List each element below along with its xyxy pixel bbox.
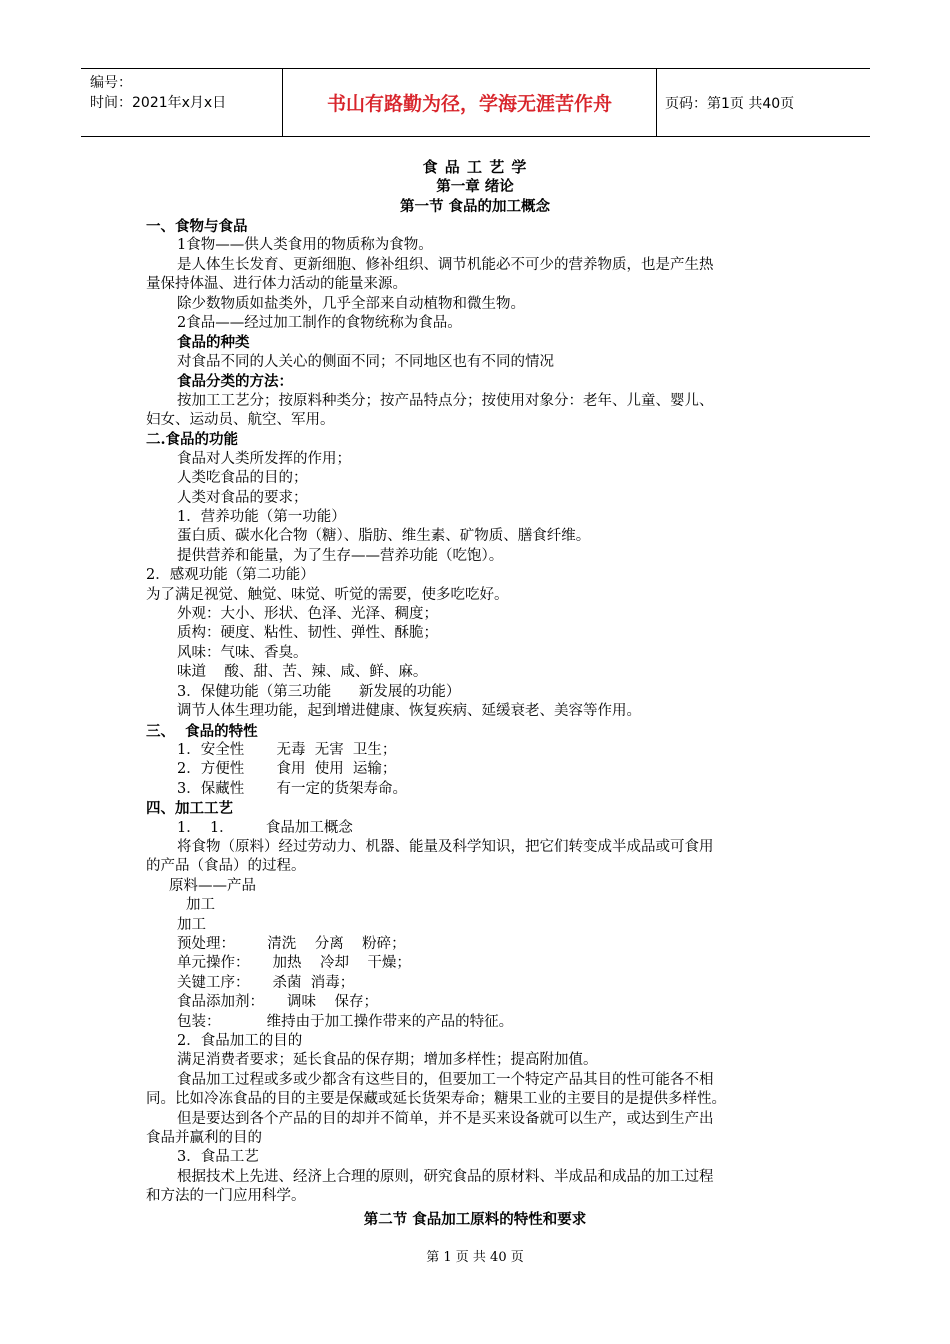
text-line: 3．食品工艺: [177, 1149, 259, 1165]
document-title: 食 品 工 艺 学: [422, 158, 528, 176]
text-line: 风味：气味、香臭。: [177, 645, 308, 661]
text-line: 但是要达到各个产品的目的却并不简单，并不是买来设备就可以生产，或达到生产出: [177, 1111, 714, 1127]
text-line: 质构：硬度、粘性、韧性、弹性、酥脆；: [177, 625, 438, 641]
text-line: 食品加工过程或多或少都含有这些目的，但要加工一个特定产品其目的性可能各不相: [177, 1072, 714, 1088]
text-line: 3．保藏性 有一定的货架寿命。: [177, 781, 407, 797]
section-heading: 第一节 食品的加工概念: [399, 198, 551, 215]
heading: 一、食物与食品: [146, 218, 248, 235]
text-line: 根据技术上先进、经济上合理的原则，研究食品的原材料、半成品和成品的加工过程: [177, 1169, 714, 1185]
heading: 三、 食品的特性: [146, 723, 258, 740]
text-line: 食品并赢利的目的: [146, 1130, 262, 1146]
text-line: 妇女、运动员、航空、军用。: [146, 412, 335, 428]
page-footer: 第 1 页 共 40 页: [426, 1250, 524, 1265]
text-line: 味道 酸、甜、苦、辣、咸、鲜、麻。: [177, 664, 428, 680]
heading: 二.食品的功能: [146, 431, 239, 448]
text-line: 包装： 维持由于加工操作带来的产品的特征。: [177, 1014, 514, 1030]
text-line: 蛋白质、碳水化合物（糖）、脂肪、维生素、矿物质、膳食纤维。: [177, 528, 591, 544]
text-line: 2．方便性 食用 使用 运输；: [177, 761, 397, 777]
text-line: 2．感观功能（第二功能）: [146, 567, 315, 583]
chapter-heading: 第一章 绪论: [436, 178, 514, 195]
text-line: 外观：大小、形状、色泽、光泽、稠度；: [177, 606, 438, 622]
header-page-info: 页码：第1页 共40页: [665, 95, 795, 112]
text-line: 加工: [177, 917, 206, 933]
header-meta: [81, 69, 282, 136]
text-line: 关键工序： 杀菌 消毒；: [177, 975, 355, 991]
text-line: 人类吃食品的目的；: [177, 470, 308, 486]
text-line: 1食物——供人类食用的物质称为食物。: [177, 237, 433, 253]
text-line: 的产品（食品）的过程。: [146, 858, 306, 874]
text-line: 同。比如冷冻食品的目的主要是保藏或延长货架寿命；糖果工业的主要目的是提供多样性。: [146, 1091, 726, 1107]
text-line: 2食品——经过加工制作的食物统称为食品。: [177, 315, 462, 331]
text-line: 人类对食品的要求；: [177, 490, 308, 506]
text-line: 量保持体温、进行体力活动的能量来源。: [146, 276, 407, 292]
text-line: 3．保健功能（第三功能 新发展的功能）: [177, 684, 461, 700]
text-line: 加工: [186, 897, 215, 913]
text-line: 2．食品加工的目的: [177, 1033, 303, 1049]
header-date: 时间：2021年x月x日: [90, 95, 227, 111]
section-heading: 第二节 食品加工原料的特性和要求: [363, 1211, 587, 1228]
page-header: [81, 68, 870, 137]
subheading: 食品的种类: [177, 334, 250, 351]
text-line: 原料——产品: [169, 878, 256, 894]
text-line: 为了满足视觉、触觉、味觉、听觉的需要，使多吃吃好。: [146, 587, 509, 603]
text-line: 将食物（原料）经过劳动力、机器、能量及科学知识，把它们转变成半成品或可食用: [177, 839, 714, 855]
header-motto: 书山有路勤为径，学海无涯苦作舟: [282, 69, 657, 136]
text-line: 食品添加剂： 调味 保存；: [177, 994, 378, 1010]
text-line: 满足消费者要求；延长食品的保存期；增加多样性；提高附加值。: [177, 1052, 598, 1068]
subheading: 食品分类的方法：: [177, 373, 293, 390]
text-line: 除少数物质如盐类外，几乎全部来自动植物和微生物。: [177, 296, 525, 312]
text-line: 1． 1． 食品加工概念: [177, 820, 353, 836]
text-line: 和方法的一门应用科学。: [146, 1188, 306, 1204]
text-line: 1．营养功能（第一功能）: [177, 509, 346, 525]
text-line: 1．安全性 无毒 无害 卫生；: [177, 742, 397, 758]
text-line: 食品对人类所发挥的作用；: [177, 451, 351, 467]
text-line: 对食品不同的人关心的侧面不同；不同地区也有不同的情况: [177, 354, 554, 370]
header-number-label: 编号：: [90, 75, 132, 91]
text-line: 按加工工艺分；按原料种类分；按产品特点分；按使用对象分：老年、儿童、婴儿、: [177, 393, 714, 409]
text-line: 预处理： 清洗 分离 粉碎；: [177, 936, 406, 952]
text-line: 是人体生长发育、更新细胞、修补组织、调节机能必不可少的营养物质，也是产生热: [177, 257, 714, 273]
heading: 四、加工工艺: [146, 800, 233, 817]
text-line: 单元操作： 加热 冷却 干燥；: [177, 955, 411, 971]
text-line: 提供营养和能量，为了生存——营养功能（吃饱）。: [177, 548, 504, 564]
text-line: 调节人体生理功能，起到增进健康、恢复疾病、延缓衰老、美容等作用。: [177, 703, 641, 719]
